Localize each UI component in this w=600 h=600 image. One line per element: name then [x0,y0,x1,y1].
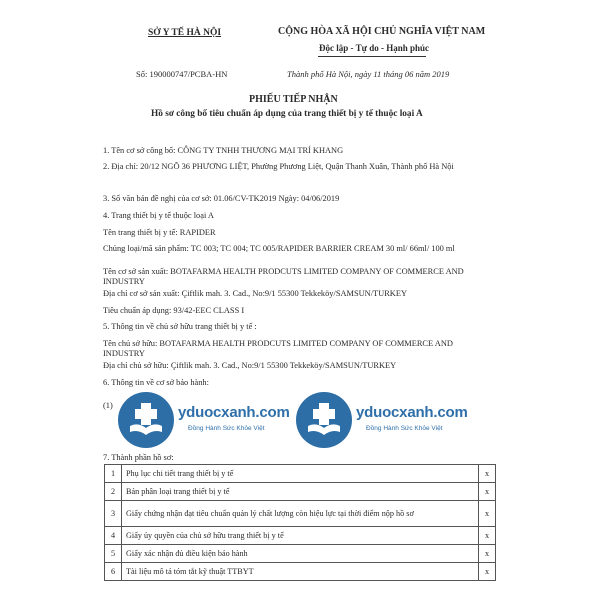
leaf-hand-cross-icon [296,392,352,448]
country-name: CỘNG HÒA XÃ HỘI CHỦ NGHĨA VIỆT NAM [278,26,486,37]
national-motto: Độc lập - Tự do - Hạnh phúc [319,43,430,53]
row-description: Tài liệu mô tả tóm tắt kỹ thuật TTBYT [122,563,479,581]
row-description: Giấy xác nhận đủ điều kiện bảo hành [122,545,479,563]
item-1-declarant: 1. Tên cơ sở công bố: CÔNG TY TNHH THƯƠNG MẠI TRÍ KHANG [103,146,344,155]
item-2-address: 2. Địa chỉ: 20/12 NGÕ 36 PHƯƠNG LIỆT, Phường Phương Liệt, Quận Thanh Xuân, Thành phố Hà Nội [103,162,454,171]
document-title: PHIẾU TIẾP NHẬN [249,94,338,105]
motto-underline [318,56,426,57]
item-7-heading: 7. Thành phần hồ sơ: [103,453,174,462]
row-number: 2 [105,483,122,501]
row-check: x [479,465,496,483]
manufacturer-address: Địa chỉ cơ sở sản xuất: Çiftlik mah. 3. Cad., No:9/1 55300 Tekkeköy/SAMSUN/TURKEY [103,289,408,298]
table-row [105,501,496,527]
row-number: 1 [105,465,122,483]
table-row [105,483,496,501]
table-row [105,563,496,581]
owner-name: Tên chủ sở hữu: BOTAFARMA HEALTH PRODCUTS LIMITED COMPANY OF COMMERCE AND INDUSTRY [103,339,453,358]
row-check: x [479,527,496,545]
document-number: Số: 190000747/PCBA-HN [136,69,228,79]
row-number: 5 [105,545,122,563]
table-row [105,527,496,545]
row-check: x [479,501,496,527]
watermark-logo-2 [296,392,466,450]
item-4-heading: 4. Trang thiết bị y tế thuộc loại A [103,211,214,220]
item-6-marker: (1) [103,401,113,410]
row-number: 4 [105,527,122,545]
item-6-heading: 6. Thông tin về cơ sở bảo hành: [103,378,209,387]
watermark-brand: yduocxanh.com [356,404,468,421]
device-name: Tên trang thiết bị y tế: RAPIDER [103,228,216,237]
row-number: 3 [105,501,122,527]
watermark-brand: yduocxanh.com [178,404,290,421]
applied-standard: Tiêu chuẩn áp dụng: 93/42-EEC CLASS I [103,306,245,315]
row-check: x [479,483,496,501]
agency-name: SỞ Y TẾ HÀ NỘI [148,28,222,38]
row-description: Bản phân loại trang thiết bị y tế [122,483,479,501]
item-3-request-number: 3. Số văn bản đề nghị của cơ sở: 01.06/CV-TK2019 Ngày: 04/06/2019 [103,194,340,203]
document-subtitle: Hồ sơ công bố tiêu chuẩn áp dụng của trang thiết bị y tế thuộc loại A [151,109,423,119]
row-number: 6 [105,563,122,581]
leaf-hand-cross-icon [118,392,174,448]
watermark-tagline: Đồng Hành Sức Khỏe Việt [188,425,265,432]
owner-address: Địa chỉ chủ sở hữu: Çiftlik mah. 3. Cad., No:9/1 55300 Tekkeköy/SAMSUN/TURKEY [103,361,397,370]
table-row [105,465,496,483]
item-5-heading: 5. Thông tin về chủ sở hữu trang thiết bị y tế : [103,322,257,331]
watermark-logo [118,392,288,450]
table-row [105,545,496,563]
documents-table [104,464,496,581]
row-description: Phụ lục chi tiết trang thiết bị y tế [122,465,479,483]
watermark-tagline: Đồng Hành Sức Khỏe Việt [366,425,443,432]
row-description: Giấy chứng nhận đạt tiêu chuẩn quản lý chất lượng còn hiệu lực tại thời điểm nộp hồ sơ [122,501,479,527]
row-check: x [479,545,496,563]
row-check: x [479,563,496,581]
place-date: Thành phố Hà Nội, ngày 11 tháng 06 năm 2019 [287,69,450,79]
device-types: Chủng loại/mã sản phẩm: TC 003; TC 004; TC 005/RAPIDER BARRIER CREAM 30 ml/ 66ml/ 100 ml [103,244,455,253]
row-description: Giấy ủy quyền của chủ sở hữu trang thiết bị y tế [122,527,479,545]
manufacturer-name: Tên cơ sở sản xuất: BOTAFARMA HEALTH PRODCUTS LIMITED COMPANY OF COMMERCE AND INDUSTRY [103,267,464,286]
